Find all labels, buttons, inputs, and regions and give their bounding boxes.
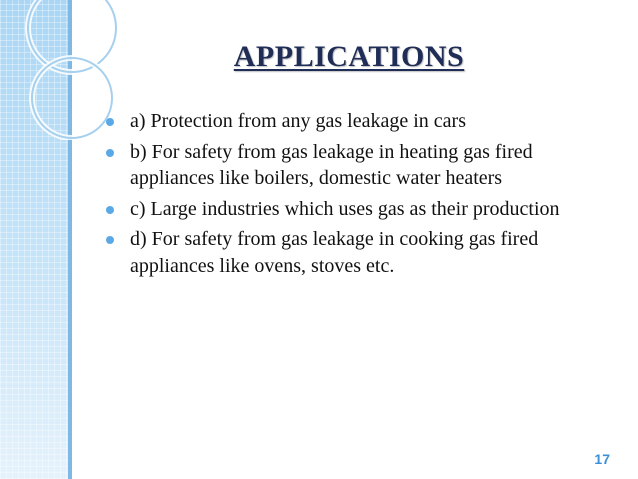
bullet-dot-icon [106,118,114,126]
bullet-list [106,108,606,283]
bullet-text: a) Protection from any gas leakage in cars [130,110,466,132]
page-number: 17 [594,451,610,467]
bullet-item [106,196,606,223]
bullet-text: d) For safety from gas leakage in cooking gas fired appliances like ovens, stoves etc. [130,228,539,277]
bullet-text: b) For safety from gas leakage in heating gas fired appliances like boilers, domestic water heaters [130,140,533,189]
bullet-item [106,108,606,135]
slide-title [80,40,618,74]
bullet-dot-icon [106,206,114,214]
bullet-text: c) Large industries which uses gas as their production [130,197,560,220]
bullet-dot-icon [106,149,114,157]
bullet-item [106,139,606,192]
bullet-dot-icon [106,236,114,244]
slide-title-text: APPLICATIONS [233,40,465,73]
bullet-item [106,226,606,279]
